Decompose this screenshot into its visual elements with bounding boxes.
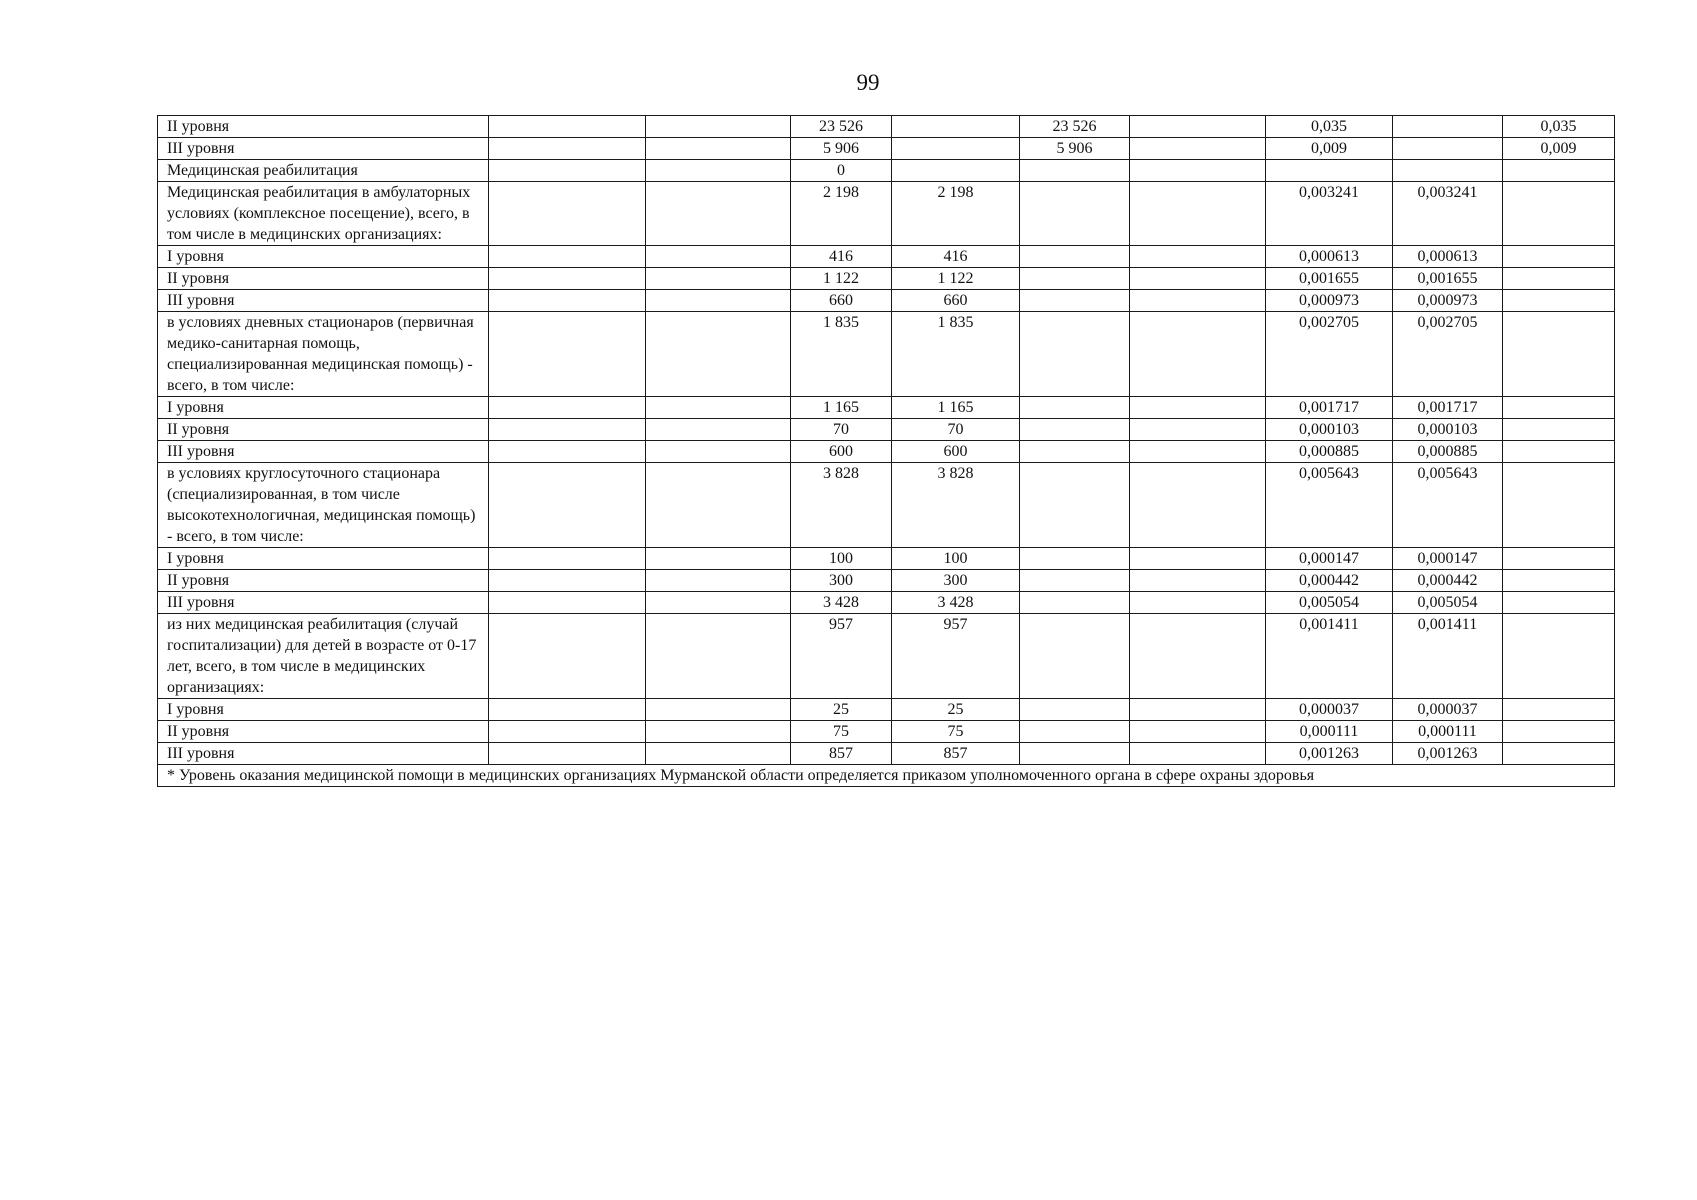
- table-row: [158, 463, 1615, 548]
- value-cell: [646, 116, 791, 138]
- value-cell: [1503, 182, 1615, 246]
- value-cell: [1130, 312, 1266, 397]
- table-row: [158, 182, 1615, 246]
- value-cell: 0,000147: [1393, 548, 1503, 570]
- value-cell: [646, 548, 791, 570]
- value-cell: [646, 138, 791, 160]
- value-cell: [1503, 268, 1615, 290]
- value-cell: [1020, 246, 1130, 268]
- value-cell: 0,000442: [1393, 570, 1503, 592]
- value-cell: [892, 160, 1020, 182]
- value-cell: [489, 116, 646, 138]
- value-cell: [1020, 419, 1130, 441]
- value-cell: 0,035: [1266, 116, 1393, 138]
- value-cell: 0,000111: [1266, 721, 1393, 743]
- row-label-cell: из них медицинская реабилитация (случай госпитализации) для детей в возрасте от 0-17 лет, всего, в том числе в медицинских организациях:: [158, 614, 489, 699]
- value-cell: [646, 441, 791, 463]
- value-cell: 1 835: [791, 312, 892, 397]
- value-cell: [1503, 312, 1615, 397]
- value-cell: [489, 160, 646, 182]
- value-cell: 0,001411: [1393, 614, 1503, 699]
- table-row: [158, 441, 1615, 463]
- value-cell: [489, 614, 646, 699]
- value-cell: 0,001717: [1266, 397, 1393, 419]
- value-cell: [489, 419, 646, 441]
- value-cell: [489, 463, 646, 548]
- value-cell: 0,001411: [1266, 614, 1393, 699]
- value-cell: [1503, 743, 1615, 765]
- value-cell: [489, 290, 646, 312]
- table-row: [158, 548, 1615, 570]
- value-cell: [489, 268, 646, 290]
- value-cell: [1020, 614, 1130, 699]
- value-cell: 416: [892, 246, 1020, 268]
- value-cell: 0,005643: [1266, 463, 1393, 548]
- value-cell: [1020, 441, 1130, 463]
- value-cell: [646, 614, 791, 699]
- value-cell: [1503, 699, 1615, 721]
- row-label-cell: II уровня: [158, 721, 489, 743]
- value-cell: [1503, 419, 1615, 441]
- value-cell: [1130, 570, 1266, 592]
- value-cell: 0,000103: [1393, 419, 1503, 441]
- value-cell: 0,005054: [1393, 592, 1503, 614]
- value-cell: [1130, 614, 1266, 699]
- value-cell: 3 428: [892, 592, 1020, 614]
- value-cell: 857: [791, 743, 892, 765]
- value-cell: 1 165: [791, 397, 892, 419]
- value-cell: [646, 160, 791, 182]
- value-cell: [1130, 592, 1266, 614]
- value-cell: [1130, 160, 1266, 182]
- value-cell: 3 828: [791, 463, 892, 548]
- value-cell: [489, 441, 646, 463]
- table-row: [158, 116, 1615, 138]
- value-cell: 300: [791, 570, 892, 592]
- row-label-cell: I уровня: [158, 246, 489, 268]
- table-row: [158, 743, 1615, 765]
- row-label-cell: II уровня: [158, 570, 489, 592]
- value-cell: 2 198: [892, 182, 1020, 246]
- value-cell: [1503, 548, 1615, 570]
- table-row: [158, 699, 1615, 721]
- table-row: [158, 290, 1615, 312]
- value-cell: 0,003241: [1393, 182, 1503, 246]
- value-cell: 0: [791, 160, 892, 182]
- value-cell: [1130, 290, 1266, 312]
- value-cell: 0,000037: [1266, 699, 1393, 721]
- value-cell: 0,000973: [1393, 290, 1503, 312]
- table-row: [158, 138, 1615, 160]
- row-label-cell: II уровня: [158, 268, 489, 290]
- row-label-cell: I уровня: [158, 397, 489, 419]
- value-cell: [1503, 463, 1615, 548]
- value-cell: [1130, 548, 1266, 570]
- value-cell: [489, 699, 646, 721]
- value-cell: [1020, 548, 1130, 570]
- value-cell: [646, 182, 791, 246]
- value-cell: [1266, 160, 1393, 182]
- value-cell: [1503, 246, 1615, 268]
- value-cell: [1503, 721, 1615, 743]
- value-cell: 0,005643: [1393, 463, 1503, 548]
- value-cell: 3 828: [892, 463, 1020, 548]
- value-cell: 1 122: [791, 268, 892, 290]
- value-cell: [1130, 441, 1266, 463]
- value-cell: [646, 419, 791, 441]
- row-label-cell: I уровня: [158, 699, 489, 721]
- row-label-cell: III уровня: [158, 290, 489, 312]
- value-cell: 1 835: [892, 312, 1020, 397]
- value-cell: [1130, 138, 1266, 160]
- row-label-cell: III уровня: [158, 138, 489, 160]
- value-cell: [1130, 743, 1266, 765]
- table-row: [158, 721, 1615, 743]
- value-cell: [646, 268, 791, 290]
- value-cell: 660: [791, 290, 892, 312]
- row-label-cell: Медицинская реабилитация: [158, 160, 489, 182]
- value-cell: [892, 116, 1020, 138]
- table-body: [158, 116, 1615, 787]
- value-cell: 23 526: [791, 116, 892, 138]
- footnote-row: [158, 765, 1615, 787]
- value-cell: 300: [892, 570, 1020, 592]
- value-cell: [1503, 614, 1615, 699]
- value-cell: 660: [892, 290, 1020, 312]
- row-label-cell: Медицинская реабилитация в амбулаторных условиях (комплексное посещение), всего, в том числе в медицинских организациях:: [158, 182, 489, 246]
- value-cell: 75: [791, 721, 892, 743]
- value-cell: [646, 721, 791, 743]
- value-cell: [1393, 138, 1503, 160]
- value-cell: 1 165: [892, 397, 1020, 419]
- value-cell: [489, 548, 646, 570]
- value-cell: [646, 743, 791, 765]
- value-cell: [1503, 592, 1615, 614]
- value-cell: [1503, 570, 1615, 592]
- value-cell: 5 906: [791, 138, 892, 160]
- value-cell: [646, 592, 791, 614]
- value-cell: [489, 592, 646, 614]
- value-cell: 0,002705: [1393, 312, 1503, 397]
- value-cell: [1020, 463, 1130, 548]
- value-cell: [1020, 268, 1130, 290]
- value-cell: [489, 182, 646, 246]
- value-cell: 0,000613: [1393, 246, 1503, 268]
- table-row: [158, 614, 1615, 699]
- value-cell: 0,000885: [1393, 441, 1503, 463]
- value-cell: [1020, 397, 1130, 419]
- value-cell: 0,000442: [1266, 570, 1393, 592]
- table-row: [158, 312, 1615, 397]
- table-row: [158, 419, 1615, 441]
- value-cell: [489, 138, 646, 160]
- value-cell: 100: [791, 548, 892, 570]
- row-label-cell: в условиях круглосуточного стационара (специализированная, в том числе высокотехнологичная, медицинская помощь) - всего, в том числе:: [158, 463, 489, 548]
- value-cell: [646, 699, 791, 721]
- value-cell: 0,035: [1503, 116, 1615, 138]
- value-cell: 0,000147: [1266, 548, 1393, 570]
- value-cell: [489, 397, 646, 419]
- value-cell: 23 526: [1020, 116, 1130, 138]
- value-cell: [1020, 312, 1130, 397]
- value-cell: 0,001717: [1393, 397, 1503, 419]
- value-cell: [1130, 397, 1266, 419]
- row-label-cell: III уровня: [158, 592, 489, 614]
- row-label-cell: I уровня: [158, 548, 489, 570]
- value-cell: 957: [892, 614, 1020, 699]
- value-cell: 0,003241: [1266, 182, 1393, 246]
- table-row: [158, 268, 1615, 290]
- value-cell: [646, 397, 791, 419]
- value-cell: [646, 246, 791, 268]
- value-cell: [1020, 182, 1130, 246]
- value-cell: [1020, 592, 1130, 614]
- value-cell: [1130, 463, 1266, 548]
- value-cell: 70: [892, 419, 1020, 441]
- value-cell: [1020, 743, 1130, 765]
- value-cell: [1503, 160, 1615, 182]
- value-cell: 0,001655: [1393, 268, 1503, 290]
- value-cell: [646, 312, 791, 397]
- value-cell: 0,000973: [1266, 290, 1393, 312]
- table-row: [158, 246, 1615, 268]
- footnote: * Уровень оказания медицинской помощи в медицинских организациях Мурманской области определяется приказом уполномоченного органа в сфере охраны здоровья: [158, 765, 1615, 787]
- value-cell: 0,001263: [1393, 743, 1503, 765]
- value-cell: [489, 312, 646, 397]
- value-cell: 2 198: [791, 182, 892, 246]
- value-cell: 100: [892, 548, 1020, 570]
- value-cell: 0,000111: [1393, 721, 1503, 743]
- value-cell: 0,000103: [1266, 419, 1393, 441]
- value-cell: 600: [791, 441, 892, 463]
- value-cell: 416: [791, 246, 892, 268]
- value-cell: 0,009: [1266, 138, 1393, 160]
- value-cell: 25: [892, 699, 1020, 721]
- value-cell: [489, 721, 646, 743]
- value-cell: 0,000613: [1266, 246, 1393, 268]
- value-cell: 70: [791, 419, 892, 441]
- value-cell: 600: [892, 441, 1020, 463]
- row-label-cell: III уровня: [158, 441, 489, 463]
- value-cell: [646, 570, 791, 592]
- value-cell: 857: [892, 743, 1020, 765]
- value-cell: 75: [892, 721, 1020, 743]
- value-cell: [489, 570, 646, 592]
- value-cell: 1 122: [892, 268, 1020, 290]
- value-cell: [1020, 160, 1130, 182]
- value-cell: [1503, 290, 1615, 312]
- value-cell: [1020, 721, 1130, 743]
- value-cell: [1020, 699, 1130, 721]
- value-cell: 0,009: [1503, 138, 1615, 160]
- value-cell: [1020, 570, 1130, 592]
- value-cell: 0,001263: [1266, 743, 1393, 765]
- value-cell: [1130, 246, 1266, 268]
- table-row: [158, 160, 1615, 182]
- table-row: [158, 397, 1615, 419]
- value-cell: [1393, 116, 1503, 138]
- value-cell: [1020, 290, 1130, 312]
- value-cell: 25: [791, 699, 892, 721]
- row-label-cell: II уровня: [158, 116, 489, 138]
- value-cell: [646, 290, 791, 312]
- data-table: [157, 115, 1615, 787]
- value-cell: [1130, 268, 1266, 290]
- value-cell: [1130, 419, 1266, 441]
- value-cell: [1130, 721, 1266, 743]
- value-cell: [1503, 441, 1615, 463]
- row-label-cell: III уровня: [158, 743, 489, 765]
- row-label-cell: в условиях дневных стационаров (первичная медико-санитарная помощь, специализированная медицинская помощь) - всего, в том числе:: [158, 312, 489, 397]
- value-cell: [489, 246, 646, 268]
- value-cell: 0,005054: [1266, 592, 1393, 614]
- value-cell: 0,001655: [1266, 268, 1393, 290]
- value-cell: 3 428: [791, 592, 892, 614]
- table-row: [158, 570, 1615, 592]
- value-cell: [646, 463, 791, 548]
- value-cell: [892, 138, 1020, 160]
- row-label-cell: II уровня: [158, 419, 489, 441]
- value-cell: 0,002705: [1266, 312, 1393, 397]
- value-cell: [1130, 116, 1266, 138]
- value-cell: 957: [791, 614, 892, 699]
- value-cell: [489, 743, 646, 765]
- page-number: 99: [856, 70, 880, 95]
- value-cell: 0,000037: [1393, 699, 1503, 721]
- value-cell: [1393, 160, 1503, 182]
- value-cell: 5 906: [1020, 138, 1130, 160]
- value-cell: 0,000885: [1266, 441, 1393, 463]
- value-cell: [1130, 182, 1266, 246]
- value-cell: [1503, 397, 1615, 419]
- table-row: [158, 592, 1615, 614]
- value-cell: [1130, 699, 1266, 721]
